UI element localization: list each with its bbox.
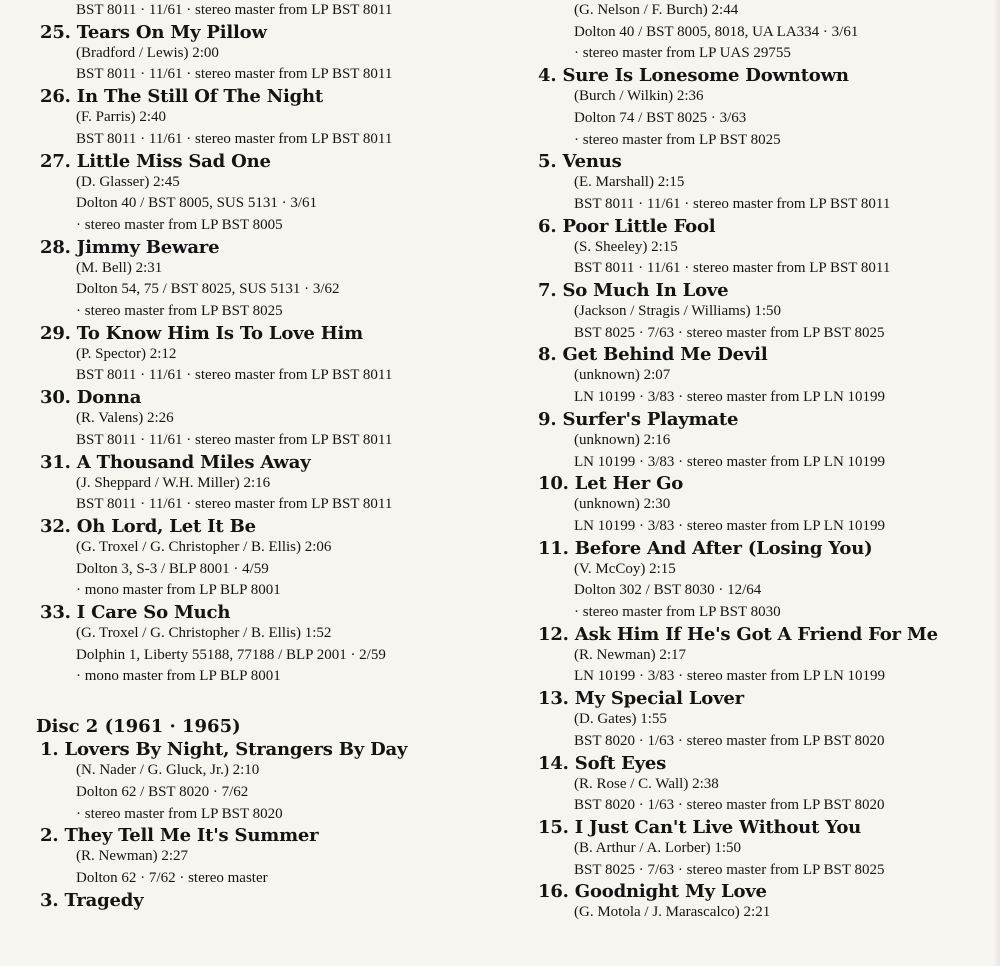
track-title-line bbox=[538, 344, 1000, 365]
track-title-line bbox=[40, 739, 540, 760]
track-entry bbox=[40, 387, 540, 451]
track-number: 28. bbox=[40, 236, 71, 258]
track-title: So Much In Love bbox=[562, 280, 729, 302]
track-entry bbox=[40, 86, 540, 150]
track-title: Jimmy Beware bbox=[76, 236, 220, 258]
track-detail: Dolton 62 / BST 8020 · 7/62 bbox=[76, 783, 249, 800]
track-detail: BST 8011 · 11/61 · stereo master from LP BST 8011 bbox=[76, 367, 393, 384]
track-title-line bbox=[538, 817, 1000, 838]
track-entry bbox=[40, 739, 540, 825]
track-number: 26. bbox=[40, 86, 71, 108]
track-detail: · stereo master from LP BST 8020 bbox=[76, 805, 283, 822]
track-detail: · mono master from LP BLP 8001 bbox=[76, 668, 281, 685]
disc-2-heading: Disc 2 (1961 · 1965) bbox=[36, 716, 241, 738]
track-title: Let Her Go bbox=[574, 473, 684, 495]
track-title-line bbox=[40, 516, 540, 537]
track-credit: (Jackson / Stragis / Williams) 1:50 bbox=[574, 303, 782, 320]
track-title: Poor Little Fool bbox=[562, 215, 716, 237]
track-title: Surfer's Playmate bbox=[562, 408, 739, 430]
disc-2-track-list bbox=[40, 739, 540, 911]
track-credit: (N. Nader / G. Gluck, Jr.) 2:10 bbox=[76, 762, 260, 779]
track-number: 5. bbox=[538, 151, 557, 173]
track-title-line bbox=[40, 22, 540, 43]
track-title: My Special Lover bbox=[574, 688, 744, 710]
track-title-line bbox=[538, 538, 1000, 559]
track-detail: LN 10199 · 3/83 · stereo master from LP LN 10199 bbox=[574, 668, 886, 685]
track-credit: (V. McCoy) 2:15 bbox=[574, 560, 676, 577]
track-entry bbox=[538, 280, 1000, 344]
track-detail: BST 8011 · 11/61 · stereo master from LP BST 8011 bbox=[76, 130, 393, 147]
track-detail: BST 8020 · 1/63 · stereo master from LP BST 8020 bbox=[574, 732, 885, 749]
track-title-line bbox=[538, 881, 1000, 902]
track-entry bbox=[40, 323, 540, 387]
track-title-line bbox=[40, 387, 540, 408]
track-detail: BST 8011 · 11/61 · stereo master from LP BST 8011 bbox=[574, 195, 891, 212]
track-number: 25. bbox=[40, 21, 71, 43]
track-number: 8. bbox=[538, 344, 557, 366]
track-entry bbox=[40, 452, 540, 516]
track-number: 6. bbox=[538, 215, 557, 237]
track-credit: (P. Spector) 2:12 bbox=[76, 345, 177, 362]
track-credit: (Burch / Wilkin) 2:36 bbox=[574, 88, 704, 105]
track-title: Sure Is Lonesome Downtown bbox=[562, 65, 849, 87]
right-column bbox=[538, 0, 1000, 924]
track-detail: Dolton 3, S-3 / BLP 8001 · 4/59 bbox=[76, 560, 269, 577]
track-number: 32. bbox=[40, 515, 71, 537]
track-credit: (J. Sheppard / W.H. Miller) 2:16 bbox=[76, 474, 271, 491]
track-detail: (G. Nelson / F. Burch) 2:44 bbox=[574, 2, 739, 18]
track-title: A Thousand Miles Away bbox=[76, 451, 311, 473]
track-number: 29. bbox=[40, 322, 71, 344]
track-entry bbox=[40, 825, 540, 889]
track-number: 7. bbox=[538, 280, 557, 302]
track-number: 13. bbox=[538, 688, 569, 710]
track-detail: · stereo master from LP BST 8025 bbox=[574, 131, 781, 148]
track-detail: Dolphin 1, Liberty 55188, 77188 / BLP 2001 · 2/59 bbox=[76, 646, 386, 663]
track-detail: BST 8011 · 11/61 · stereo master from LP BST 8011 bbox=[76, 431, 393, 448]
track-number: 1. bbox=[40, 739, 59, 761]
track-title-line bbox=[538, 65, 1000, 86]
track-title-line bbox=[538, 473, 1000, 494]
track-entry bbox=[538, 688, 1000, 752]
track-number: 3. bbox=[40, 889, 59, 911]
track-title-line bbox=[40, 86, 540, 107]
track-detail: Dolton 62 · 7/62 · stereo master bbox=[76, 869, 268, 886]
track-number: 16. bbox=[538, 881, 569, 903]
track-number: 31. bbox=[40, 451, 71, 473]
track-title: In The Still Of The Night bbox=[76, 86, 324, 108]
track-detail: BST 8025 · 7/63 · stereo master from LP BST 8025 bbox=[574, 324, 885, 341]
track-detail: · stereo master from LP BST 8005 bbox=[76, 216, 283, 233]
track-entry bbox=[538, 216, 1000, 280]
track-entry bbox=[538, 151, 1000, 215]
track-entry bbox=[40, 516, 540, 602]
track-title: They Tell Me It's Summer bbox=[64, 825, 319, 847]
track-title: Little Miss Sad One bbox=[76, 150, 271, 172]
track-entry bbox=[538, 624, 1000, 688]
track-credit: (R. Newman) 2:27 bbox=[76, 848, 189, 865]
track-detail: · stereo master from LP BST 8030 bbox=[574, 604, 781, 621]
track-title: I Care So Much bbox=[76, 602, 231, 624]
track-entry bbox=[538, 881, 1000, 924]
track-entry bbox=[40, 890, 540, 911]
track-detail: · stereo master from LP UAS 29755 bbox=[574, 45, 791, 62]
track-detail: LN 10199 · 3/83 · stereo master from LP LN 10199 bbox=[574, 517, 886, 534]
track-credit: (G. Troxel / G. Christopher / B. Ellis) 1:52 bbox=[76, 625, 332, 642]
track-entry bbox=[40, 602, 540, 688]
track-detail: Dolton 302 / BST 8030 · 12/64 bbox=[574, 582, 762, 599]
track-entry bbox=[40, 151, 540, 237]
track-entry bbox=[538, 473, 1000, 537]
track-detail: BST 8025 · 7/63 · stereo master from LP BST 8025 bbox=[574, 861, 885, 878]
track-credit: (R. Newman) 2:17 bbox=[574, 646, 687, 663]
track-title-line bbox=[40, 602, 540, 623]
track-entry bbox=[538, 753, 1000, 817]
track-number: 15. bbox=[538, 816, 569, 838]
track-title-line bbox=[40, 151, 540, 172]
track-title: To Know Him Is To Love Him bbox=[76, 322, 364, 344]
track-title: Tears On My Pillow bbox=[76, 21, 267, 43]
track-credit: (unknown) 2:07 bbox=[574, 367, 671, 384]
track-title-line bbox=[538, 216, 1000, 237]
track-detail: BST 8020 · 1/63 · stereo master from LP BST 8020 bbox=[574, 797, 885, 814]
track-entry bbox=[538, 409, 1000, 473]
track-detail: BST 8011 · 11/61 · stereo master from LP BST 8011 bbox=[76, 496, 393, 513]
left-column bbox=[36, 0, 540, 911]
track-entry bbox=[40, 237, 540, 323]
track-title-line bbox=[538, 753, 1000, 774]
track-number: 12. bbox=[538, 623, 569, 645]
track-credit: (M. Bell) 2:31 bbox=[76, 259, 163, 276]
track-title: Venus bbox=[562, 151, 622, 173]
track-title: Lovers By Night, Strangers By Day bbox=[64, 739, 408, 761]
left-track-list bbox=[40, 22, 540, 688]
track-title-line bbox=[538, 409, 1000, 430]
track-detail: BST 8011 · 11/61 · stereo master from LP BST 8011 bbox=[76, 2, 393, 18]
track-number: 27. bbox=[40, 150, 71, 172]
track-detail: Dolton 74 / BST 8025 · 3/63 bbox=[574, 109, 747, 126]
track-number: 11. bbox=[538, 537, 569, 559]
track-title-line bbox=[40, 452, 540, 473]
track-credit: (D. Gates) 1:55 bbox=[574, 711, 667, 728]
track-entry bbox=[538, 344, 1000, 408]
track-detail: Dolton 40 / BST 8005, 8018, UA LA334 · 3/61 bbox=[574, 23, 859, 40]
track-credit: (unknown) 2:30 bbox=[574, 496, 671, 513]
right-track-list bbox=[538, 65, 1000, 924]
track-number: 33. bbox=[40, 602, 71, 624]
track-credit: (D. Glasser) 2:45 bbox=[76, 173, 180, 190]
track-credit: (Bradford / Lewis) 2:00 bbox=[76, 44, 219, 61]
track-title-line bbox=[538, 624, 1000, 645]
track-title: Tragedy bbox=[64, 889, 144, 911]
track-detail: BST 8011 · 11/61 · stereo master from LP BST 8011 bbox=[574, 260, 891, 277]
track-title: Ask Him If He's Got A Friend For Me bbox=[574, 623, 938, 645]
track-detail: · stereo master from LP BST 8025 bbox=[76, 303, 283, 320]
track-number: 4. bbox=[538, 65, 557, 87]
track-title-line bbox=[538, 151, 1000, 172]
track-entry bbox=[538, 817, 1000, 881]
track-number: 2. bbox=[40, 825, 59, 847]
track-entry bbox=[538, 538, 1000, 624]
track-credit: (R. Valens) 2:26 bbox=[76, 410, 174, 427]
track-title-line bbox=[40, 323, 540, 344]
track-credit: (B. Arthur / A. Lorber) 1:50 bbox=[574, 839, 742, 856]
track-entry bbox=[40, 22, 540, 86]
track-number: 9. bbox=[538, 408, 557, 430]
track-title-line bbox=[40, 825, 540, 846]
track-title-line bbox=[40, 237, 540, 258]
track-credit: (G. Motola / J. Marascalco) 2:21 bbox=[574, 904, 771, 921]
track-number: 14. bbox=[538, 752, 569, 774]
track-detail: BST 8011 · 11/61 · stereo master from LP BST 8011 bbox=[76, 66, 393, 83]
track-title-line bbox=[538, 688, 1000, 709]
track-detail: · mono master from LP BLP 8001 bbox=[76, 582, 281, 599]
track-title: I Just Can't Live Without You bbox=[574, 816, 862, 838]
track-credit: (R. Rose / C. Wall) 2:38 bbox=[574, 775, 719, 792]
right-lead-details bbox=[538, 0, 1000, 65]
track-detail: Dolton 54, 75 / BST 8025, SUS 5131 · 3/62 bbox=[76, 281, 340, 298]
track-credit: (unknown) 2:16 bbox=[574, 431, 671, 448]
track-credit: (G. Troxel / G. Christopher / B. Ellis) 2:06 bbox=[76, 538, 332, 555]
track-entry bbox=[538, 65, 1000, 151]
track-credit: (E. Marshall) 2:15 bbox=[574, 174, 685, 191]
track-number: 10. bbox=[538, 473, 569, 495]
page-edge-shadow bbox=[994, 0, 1000, 966]
track-title: Oh Lord, Let It Be bbox=[76, 515, 256, 537]
left-lead-details bbox=[40, 0, 540, 22]
track-detail: LN 10199 · 3/83 · stereo master from LP LN 10199 bbox=[574, 453, 886, 470]
track-title-line bbox=[40, 890, 540, 911]
track-number: 30. bbox=[40, 387, 71, 409]
track-credit: (S. Sheeley) 2:15 bbox=[574, 238, 678, 255]
track-title: Goodnight My Love bbox=[574, 881, 767, 903]
track-title: Before And After (Losing You) bbox=[574, 537, 873, 559]
track-title: Soft Eyes bbox=[574, 752, 667, 774]
track-detail: Dolton 40 / BST 8005, SUS 5131 · 3/61 bbox=[76, 195, 318, 212]
track-credit: (F. Parris) 2:40 bbox=[76, 109, 167, 126]
track-detail: LN 10199 · 3/83 · stereo master from LP LN 10199 bbox=[574, 389, 886, 406]
track-title: Donna bbox=[76, 387, 142, 409]
track-title-line bbox=[538, 280, 1000, 301]
track-title: Get Behind Me Devil bbox=[562, 344, 768, 366]
